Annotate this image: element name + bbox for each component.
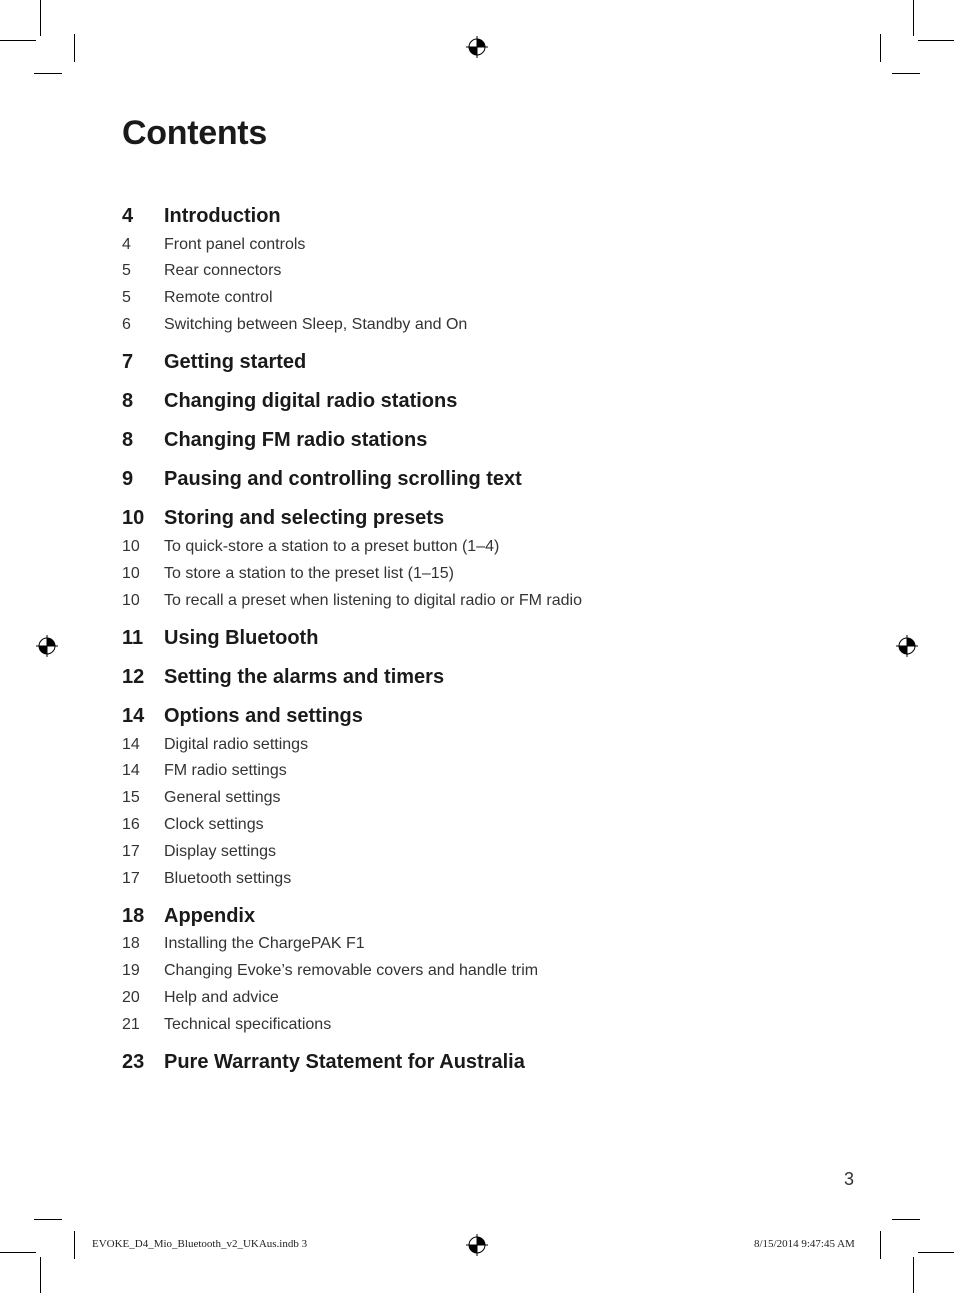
toc-entry[interactable] [0, 627, 954, 653]
toc-entry[interactable] [0, 962, 954, 988]
registration-mark-icon [466, 36, 488, 58]
toc-page-number: 14 [122, 736, 140, 753]
crop-mark [34, 1219, 62, 1220]
toc-entry[interactable] [0, 905, 954, 931]
toc-page-number: 5 [122, 289, 131, 306]
toc-title: Digital radio settings [164, 736, 309, 753]
toc-title: Switching between Sleep, Standby and On [164, 316, 468, 333]
toc-page-number: 8 [122, 429, 134, 451]
crop-mark [40, 1257, 41, 1293]
toc-entry[interactable] [0, 762, 954, 788]
toc-title: Remote control [164, 289, 273, 306]
toc-title: To quick-store a station to a preset button (1–4) [164, 538, 500, 555]
toc-title: Appendix [164, 905, 256, 927]
print-slug-date: 8/15/2014 9:47:45 AM [754, 1238, 855, 1250]
toc-entry[interactable] [0, 870, 954, 896]
toc-title: Display settings [164, 843, 277, 860]
crop-mark [892, 73, 920, 74]
toc-page-number: 16 [122, 816, 140, 833]
crop-mark [892, 1219, 920, 1220]
page-title: Contents [122, 114, 267, 152]
toc-entry[interactable] [0, 1051, 954, 1077]
print-slug-filename: EVOKE_D4_Mio_Bluetooth_v2_UKAus.indb 3 [92, 1238, 308, 1250]
toc-page-number: 14 [122, 762, 140, 779]
toc-title: To recall a preset when listening to digital radio or FM radio [164, 592, 582, 609]
toc-entry[interactable] [0, 262, 954, 288]
toc-title: Bluetooth settings [164, 870, 292, 887]
toc-entry[interactable] [0, 289, 954, 315]
crop-mark [74, 34, 75, 62]
toc-page-number: 10 [122, 592, 140, 609]
crop-mark [918, 40, 954, 41]
toc-entry[interactable] [0, 351, 954, 377]
toc-title: Help and advice [164, 989, 279, 1006]
toc-entry[interactable] [0, 789, 954, 815]
toc-entry[interactable] [0, 989, 954, 1015]
toc-title: Technical specifications [164, 1016, 332, 1033]
toc-page-number: 17 [122, 843, 140, 860]
toc-entry[interactable] [0, 705, 954, 731]
toc-page-number: 23 [122, 1051, 145, 1073]
toc-entry[interactable] [0, 507, 954, 533]
toc-title: Front panel controls [164, 236, 306, 253]
toc-entry[interactable] [0, 935, 954, 961]
toc-entry[interactable] [0, 592, 954, 618]
toc-entry[interactable] [0, 1016, 954, 1042]
crop-mark [913, 1257, 914, 1293]
page-number: 3 [844, 1169, 855, 1189]
toc-title: Introduction [164, 205, 281, 227]
toc-page-number: 17 [122, 870, 140, 887]
toc-title: Pure Warranty Statement for Australia [164, 1051, 525, 1073]
toc-title: Installing the ChargePAK F1 [164, 935, 365, 952]
toc-entry[interactable] [0, 316, 954, 342]
toc-title: Setting the alarms and timers [164, 666, 445, 688]
toc-entry[interactable] [0, 429, 954, 455]
crop-mark [0, 40, 36, 41]
toc-page-number: 7 [122, 351, 134, 373]
registration-mark-icon [466, 1234, 488, 1256]
toc-entry[interactable] [0, 666, 954, 692]
crop-mark [880, 34, 881, 62]
toc-title: Rear connectors [164, 262, 282, 279]
toc-entry[interactable] [0, 390, 954, 416]
toc-page-number: 10 [122, 565, 140, 582]
toc-title: General settings [164, 789, 281, 806]
toc-page-number: 18 [122, 905, 145, 927]
crop-mark [913, 0, 914, 36]
toc-title: Changing digital radio stations [164, 390, 458, 412]
toc-entry[interactable] [0, 236, 954, 262]
toc-title: Clock settings [164, 816, 264, 833]
toc-page-number: 10 [122, 538, 140, 555]
toc-page-number: 11 [122, 627, 144, 649]
toc-entry[interactable] [0, 565, 954, 591]
toc-entry[interactable] [0, 538, 954, 564]
toc-entry[interactable] [0, 843, 954, 869]
toc-page-number: 10 [122, 507, 145, 529]
toc-entry[interactable] [0, 816, 954, 842]
toc-page-number: 20 [122, 989, 140, 1006]
toc-page-number: 9 [122, 468, 134, 490]
toc-page-number: 18 [122, 935, 140, 952]
toc-title: Pausing and controlling scrolling text [164, 468, 522, 490]
toc-page-number: 5 [122, 262, 131, 279]
crop-mark [880, 1231, 881, 1259]
toc-entry[interactable] [0, 468, 954, 494]
toc-page-number: 21 [122, 1016, 140, 1033]
toc-page-number: 19 [122, 962, 140, 979]
toc-title: Getting started [164, 351, 307, 373]
toc-page-number: 14 [122, 705, 145, 727]
toc-title: Changing Evoke’s removable covers and handle trim [164, 962, 539, 979]
toc-title: Changing FM radio stations [164, 429, 428, 451]
toc-title: Using Bluetooth [164, 627, 319, 649]
toc-page-number: 8 [122, 390, 134, 412]
toc-page-number: 4 [122, 236, 131, 253]
toc-page-number: 12 [122, 666, 145, 688]
toc-title: Storing and selecting presets [164, 507, 445, 529]
toc-title: Options and settings [164, 705, 363, 727]
toc-title: FM radio settings [164, 762, 287, 779]
toc-page-number: 15 [122, 789, 140, 806]
crop-mark [918, 1252, 954, 1253]
toc-entry[interactable] [0, 205, 954, 231]
toc-entry[interactable] [0, 736, 954, 762]
crop-mark [40, 0, 41, 36]
toc-title: To store a station to the preset list (1–15) [164, 565, 454, 582]
toc-page-number: 6 [122, 316, 131, 333]
crop-mark [34, 73, 62, 74]
crop-mark [0, 1252, 36, 1253]
toc-page-number: 4 [122, 205, 134, 227]
crop-mark [74, 1231, 75, 1259]
